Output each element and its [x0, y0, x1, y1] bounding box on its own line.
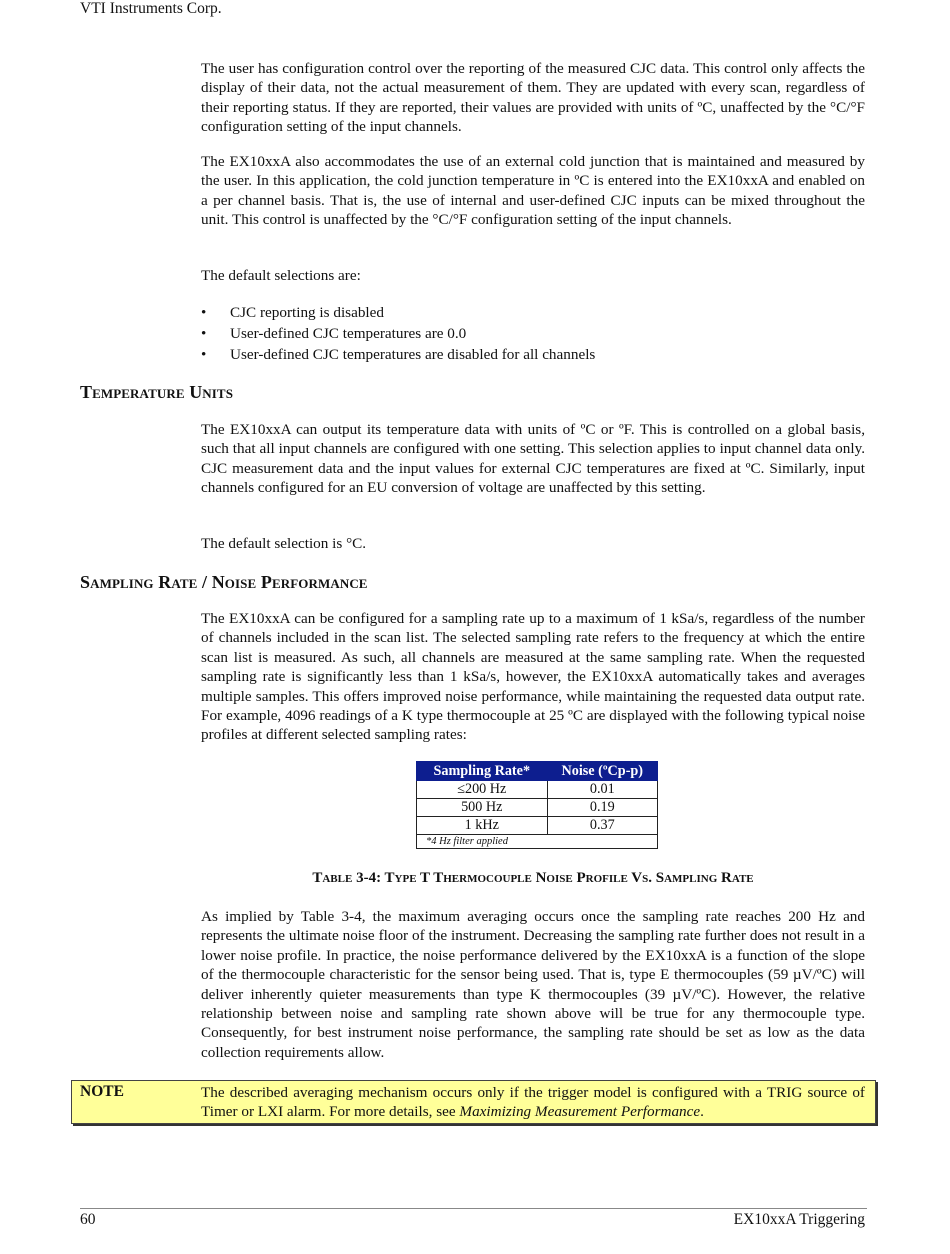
- table-cell: 0.19: [547, 799, 657, 817]
- sampling-paragraph-1-text: The EX10xxA can be configured for a sampling rate up to a maximum of 1 kSa/s, regardless of the number of channels included in the scan list. The selected sampling rate refers to the frequency at which the entire scan list is measured. As such, all channels are measured at the same sampling rate. When the requested sampling rate is significantly less than 1 kSa/s, however, the EX10xxA automatically takes and averages multiple samples. This offers improved noise performance, while maintaining the requested data output rate. For example, 4096 readings of a K type thermocouple at 25 ºC are displayed with the following typical noise profiles at different selected sampling rates:: [201, 610, 865, 744]
- list-item: • User-defined CJC temperatures are disabled for all channels: [201, 344, 595, 365]
- temperature-units-paragraph-2: [201, 534, 865, 553]
- table-row: [417, 799, 658, 817]
- footer-page-number: 60: [80, 1211, 96, 1228]
- temperature-units-paragraph-2-text: The default selection is °C.: [201, 535, 367, 552]
- sampling-paragraph-1: [201, 609, 865, 745]
- table-row: [417, 817, 658, 835]
- sampling-paragraph-2-text: As implied by Table 3-4, the maximum averaging occurs once the sampling rate reaches 200 Hz and represents the ultimate noise floor of the instrument. Decreasing the sampling rate further does not result in a lower noise profile. In practice, the noise performance delivered by the EX10xxA is a function of the slope of the thermocouple characteristic for the sensor being used. That is, type E thermocouples (59 µV/ºC) will deliver inherently quieter measurements than type K thermocouples (39 µV/ºC). However, the relative relationship between noise and sampling rate shown above will be true for any thermocouple type. Consequently, for best instrument noise performance, the sampling rate should be set as low as the data collection requirements allow.: [201, 908, 865, 1061]
- footer-divider: [80, 1208, 867, 1209]
- note-link-maximizing-performance[interactable]: Maximizing Measurement Performance: [459, 1103, 701, 1121]
- table-caption: Table 3-4: Type T Thermocouple Noise Profile Vs. Sampling Rate: [312, 870, 754, 886]
- table-cell: 1 kHz: [417, 817, 548, 835]
- cjc-paragraph-3-text: The default selections are:: [201, 267, 361, 284]
- heading-temperature-units: Temperature Units: [80, 382, 234, 402]
- list-item: • CJC reporting is disabled: [201, 302, 595, 323]
- cjc-paragraph-2: [201, 152, 865, 230]
- cjc-paragraph-2-text: The EX10xxA also accommodates the use of an external cold junction that is maintained and measured by the user. In this application, the cold junction temperature in ºC is entered into the EX10xxA and enabled on a per channel basis. That is, the use of internal and user-defined CJC inputs can be mixed throughout the unit. This control is unaffected by the °C/°F configuration setting of the input channels.: [201, 153, 865, 229]
- noise-profile-table: [416, 761, 658, 849]
- table-cell: 0.37: [547, 817, 657, 835]
- list-item: • User-defined CJC temperatures are 0.0: [201, 323, 595, 344]
- table-header-sampling-rate: Sampling Rate*: [417, 762, 548, 781]
- temperature-units-paragraph-1-text: The EX10xxA can output its temperature data with units of ºC or ºF. This is controlled on a global basis, such that all input channels are configured with one setting. This selection applies to input channel data only. CJC measurement data and the input values for external CJC temperatures are fixed at ºC. Similarly, input channels configured for an EU conversion of voltage are unaffected by this setting.: [201, 421, 865, 497]
- page-header-company: VTI Instruments Corp.: [80, 0, 222, 17]
- heading-sampling-rate: Sampling Rate / Noise Performance: [80, 572, 368, 592]
- note-box: [71, 1080, 876, 1124]
- table-footnote-row: [417, 835, 658, 849]
- note-text-suffix: .: [700, 1103, 704, 1121]
- cjc-paragraph-1-text: The user has configuration control over the reporting of the measured CJC data. This control only affects the display of their data, not the actual measurement of them. They are updated with every scan, regardless of their reporting status. If they are reported, their values are provided with units of ºC, unaffected by the °C/°F configuration setting of the input channels.: [201, 60, 865, 136]
- table-cell: 500 Hz: [417, 799, 548, 817]
- cjc-paragraph-3: [201, 266, 865, 285]
- note-label: NOTE: [80, 1083, 124, 1100]
- table-cell: ≤200 Hz: [417, 781, 548, 799]
- cjc-paragraph-1: [201, 59, 865, 137]
- sampling-paragraph-2: [201, 907, 865, 1062]
- table-footnote: *4 Hz filter applied: [417, 835, 658, 849]
- note-text-prefix: The described averaging mechanism occurs only if the trigger model is configured with a TRIG source of Timer or LXI alarm. For more details, see: [201, 1084, 865, 1121]
- table-row: [417, 781, 658, 799]
- note-text: [201, 1083, 865, 1122]
- cjc-defaults-list: [201, 302, 595, 365]
- table-cell: 0.01: [547, 781, 657, 799]
- footer-section-title: EX10xxA Triggering: [733, 1211, 865, 1228]
- temperature-units-paragraph-1: [201, 420, 865, 498]
- table-header-noise: Noise (ºCp-p): [547, 762, 657, 781]
